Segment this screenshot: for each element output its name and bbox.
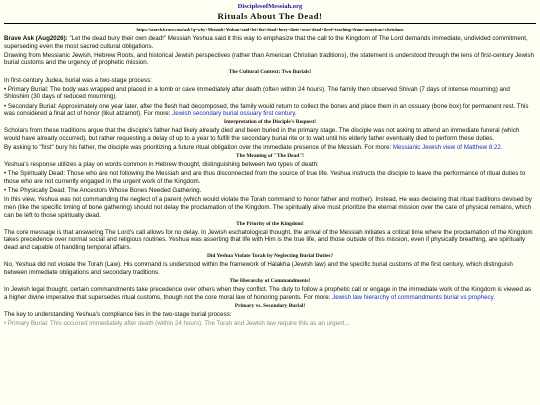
interpretation-p2-text: By asking to "first" bury his father, the disciple was prioritizing a future ritual obligation over the immediate presence of the Messiah. For more: (4, 144, 393, 152)
meaning-p2: • The Spiritually Dead: Those who are not following the Messiah and are thus disconnected from the source of true life. Yeshua instructs the disciple to leave the performance of ritual duties to those who are not currently engaged in the urgent work of the Kingdom. (4, 170, 526, 186)
primary-p2: • Primary Burial: This occurred immediately after death (within 24 hours). The Torah and Jewish law require this as an urgent... (4, 319, 350, 327)
hierarchy-p1-text: In Jewish legal thought, certain commandments take precedence over others when they conflict. The duty to follow a prophetic call or engage in the immediate work of the Kingdom is viewed as a higher divine imperative that supersedes ritual customs, though not the core moral law of honoring parents. For more: (4, 285, 532, 301)
meaning-p3: • The Physically Dead: The Ancestors Whose Bones Needed Gathering. (4, 187, 202, 195)
heading-priority: The Priority of the Kingdom! (236, 220, 304, 227)
meaning-p1: Yeshua's response utilizes a play on words common in Hebrew thought, distinguishing between two types of death: (4, 161, 319, 169)
context-p3 (4, 103, 536, 118)
intro-paragraph (4, 35, 536, 50)
hierarchy-p1 (4, 286, 536, 301)
interpretation-p2 (4, 144, 536, 152)
heading-context: The Cultural Context: Two Burials! (228, 68, 312, 75)
primary-p1: The key to understanding Yeshua's compliance lies in the two-stage burial process: (4, 310, 232, 318)
torah-p1: No, Yeshua did not violate the Torah (Law). His command is understood within the framework of Halakha (Jewish law) and the specific burial customs of the first century, which distinguish between immediate obligations and secondary traditions. (4, 261, 513, 276)
context-p1: In first-century Judea, burial was a two-stage process: (4, 76, 152, 84)
meaning-p4: In this view, Yeshua was not commanding the neglect of a parent (which would violate the Torah command to honor father and mother). Instead, He was declaring that ritual traditions devised by men (like the specific timing of bone gathering) should not delay the proclamation of the Kingdom. The spiritually alive must prioritize the eternal mission over the care of physical remains, which can be left to those spiritually dead. (4, 196, 532, 219)
intro-text: "Let the dead bury their own dead!" Messiah Yeshua said it this way to emphasize that the call to the Kingdom of The Lord demands immediate, undivided commitment, superseding even the most sacred cultural obligations. (4, 35, 528, 50)
hierarchy-link[interactable]: Jewish law hierarchy of commandments burial vs prophecy. (332, 293, 495, 301)
ossuary-link[interactable]: Jewish secondary burial ossuary first century. (172, 110, 297, 118)
context-p3-text: • Secondary Burial: Approximately one year later, after the flesh had decomposed, the family would return to collect the bones and place them in an ossuary (bone box) for permanent rest. This was considered a final act of honor (likut atzamot). For more: (4, 102, 529, 118)
context-p2: • Primary Burial: The body was wrapped and placed in a tomb or cave immediately after death (often within 24 hours). The family then observed Shivah (7 days of intense mourning) and Shloshim (30 days of reduced mourning). (4, 85, 510, 101)
page-title: Rituals About The Dead! (217, 11, 323, 21)
interpretation-p1: Scholars from these traditions argue that the disciple's father had likely already died and been buried in the primary stage. The disciple was not asking to attend an immediate funeral (which would have already occurred), but rather requesting a delay of up to a year to fulfill the secondary burial rite or to wait until his elderly father eventually died to perform these duties. (4, 127, 520, 142)
intro-paragraph-2: Drawing from Messianic Jewish, Hebrew Roots, and historical Jewish perspectives (rather than American Christian traditions), the statement is understood through the lens of first-century Jewish burial customs and the urgency of prophetic mission. (4, 51, 534, 67)
title-divider (4, 23, 536, 24)
source-url[interactable]: https://search.brave.com/ask?q=why+Messiah+Yeshua+said+let+the+dead+bury+their+own+dead+&ref=teaching+from+american+christians (136, 27, 404, 32)
heading-torah: Did Yeshua Violate Torah by Neglecting Burial Duties? (206, 253, 334, 260)
priority-p1: The core message is that answering The Lord's call allows for no delay. In Jewish eschatological thought, the arrival of the Messiah initiates a critical time where the proclamation of the Kingdom takes precedence over normal social and religious routines. Yeshua was asserting that life with Him is the true life, and those outside of this mission, even if physically breathing, are spiritually dead and capable of handling temporal affairs. (4, 228, 533, 251)
site-name[interactable]: DisciplesofMessiah.org (237, 3, 303, 10)
heading-interpretation: Interpretation of the Disciple's Request! (223, 119, 317, 126)
intro-label: Brave Ask (Aug2026): (4, 35, 68, 42)
matthew-link[interactable]: Messianic Jewish view of Matthew 8:22. (392, 144, 503, 152)
heading-meaning: The Meaning of "The Dead"! (236, 153, 304, 160)
heading-primary: Primary vs. Secondary Burial! (234, 302, 306, 309)
heading-hierarchy: The Hierarchy of Commandments! (229, 277, 311, 284)
